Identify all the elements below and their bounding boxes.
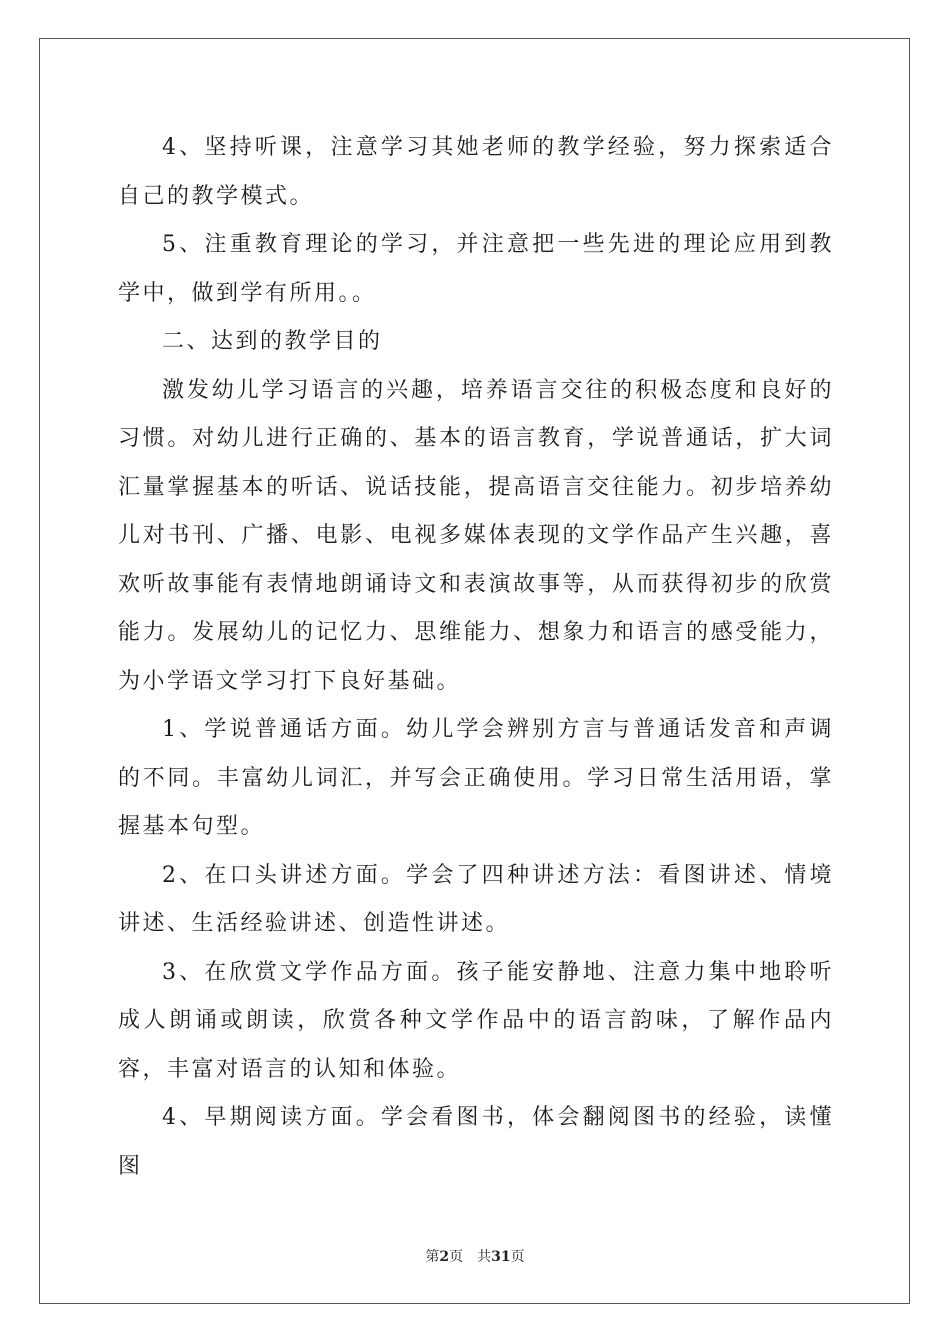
footer-total-suffix: 页 xyxy=(510,1249,525,1265)
page-footer xyxy=(0,1246,950,1266)
document-body xyxy=(118,124,834,1191)
footer-page-prefix: 第 xyxy=(425,1249,440,1265)
footer-total-prefix: 共 xyxy=(477,1249,492,1265)
paragraph-item-4-reading: 4、早期阅读方面。学会看图书，体会翻阅图书的经验，读懂图 xyxy=(118,1105,834,1179)
footer-page-number: 2 xyxy=(439,1249,450,1265)
paragraph-item-1-mandarin: 1、学说普通话方面。幼儿学会辨别方言与普通话发音和声调的不同。丰富幼儿词汇，并写会正确使用。学习日常生活用语，掌握基本句型。 xyxy=(118,717,834,839)
footer-page-suffix: 页 xyxy=(449,1249,464,1265)
paragraph-item-4-listen: 4、坚持听课，注意学习其她老师的教学经验，努力探索适合自己的教学模式。 xyxy=(118,135,834,209)
paragraph-item-5-theory: 5、注重教育理论的学习，并注意把一些先进的理论应用到教学中，做到学有所用。。 xyxy=(118,232,834,306)
footer-total-number: 31 xyxy=(491,1249,511,1265)
section-heading-goals: 二、达到的教学目的 xyxy=(162,329,383,354)
paragraph-item-2-oral: 2、在口头讲述方面。学会了四种讲述方法：看图讲述、情境讲述、生活经验讲述、创造性讲述。 xyxy=(118,862,834,936)
paragraph-goals-intro: 激发幼儿学习语言的兴趣，培养语言交往的积极态度和良好的习惯。对幼儿进行正确的、基本的语言教育，学说普通话，扩大词汇量掌握基本的听话、说话技能，提高语言交往能力。初步培养幼儿对书刊、广播、电影、电视多媒体表现的文学作品产生兴趣，喜欢听故事能有表情地朗诵诗文和表演故事等，从而获得初步的欣赏能力。发展幼儿的记忆力、思维能力、想象力和语言的感受能力，为小学语文学习打下良好基础。 xyxy=(118,377,834,694)
paragraph-item-3-literature: 3、在欣赏文学作品方面。孩子能安静地、注意力集中地聆听成人朗诵或朗读，欣赏各种文学作品中的语言韵味，了解作品内容，丰富对语言的认知和体验。 xyxy=(118,959,834,1082)
